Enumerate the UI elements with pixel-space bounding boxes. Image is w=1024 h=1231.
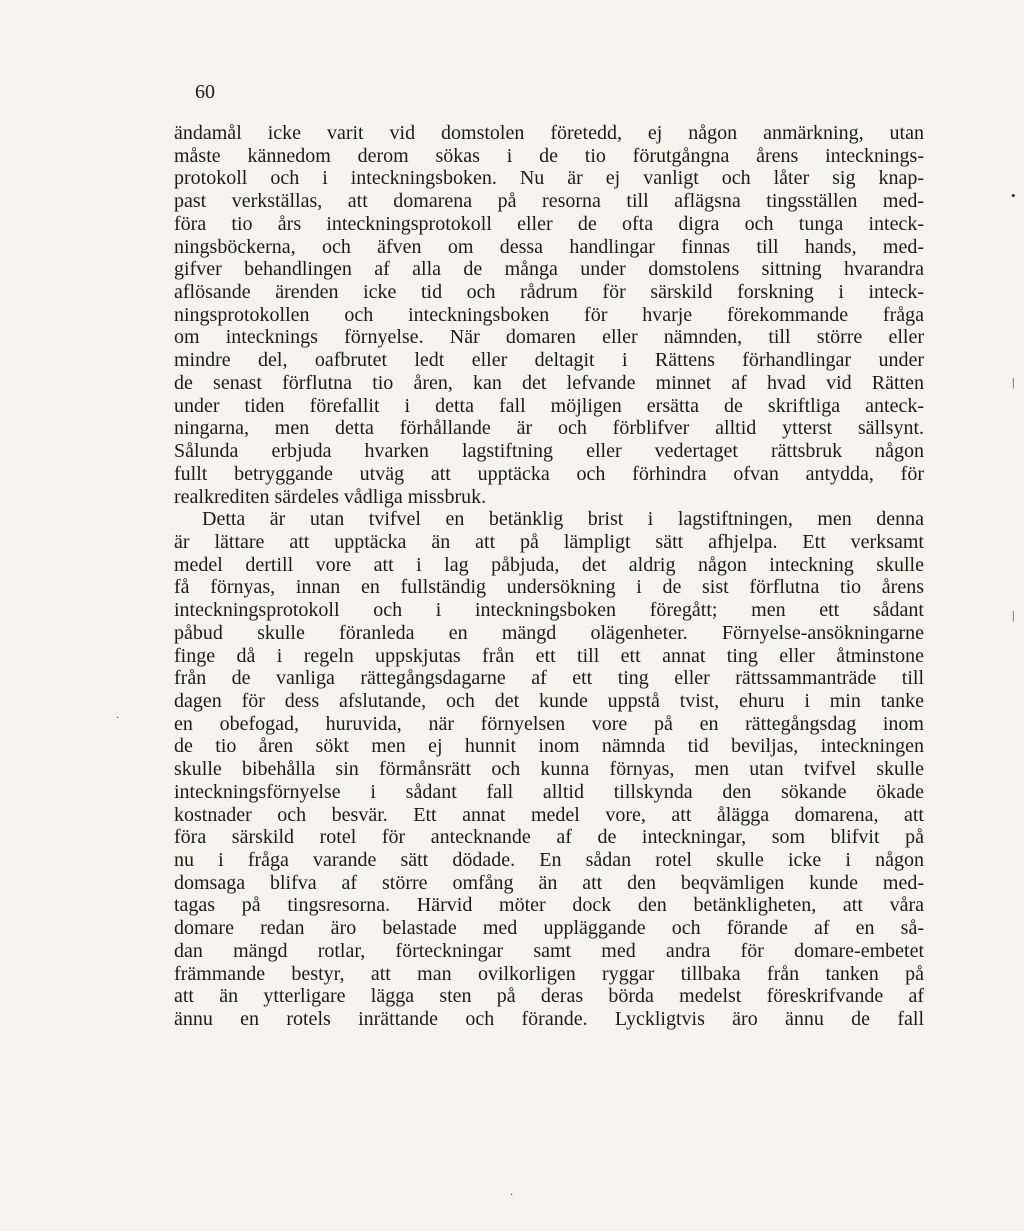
margin-mark: ·	[510, 1190, 514, 1201]
text-line: fullt betryggande utväg att upptäcka och förhindra ofvan antydda, för	[174, 462, 924, 485]
text-line: past verkställas, att domarena på resorna till aflägsna tingsställen med-	[174, 190, 924, 213]
margin-mark: |	[1012, 608, 1015, 622]
text-line: Detta är utan tvifvel en betänklig brist i lagstiftningen, men denna	[202, 508, 924, 531]
text-line: under tiden förefallit i detta fall möjligen ersätta de skriftliga anteck-	[174, 394, 924, 417]
text-line: inteckningsförnyelse i sådant fall alltid tillskynda den sökande ökade	[174, 780, 924, 803]
text-line: domsaga blifva af större omfång än att den beqvämligen kunde med-	[174, 871, 924, 894]
text-line: är lättare att upptäcka än att på lämpligt sätt afhjelpa. Ett verksamt	[174, 530, 924, 553]
text-line: inteckningsprotokoll och i inteckningsboken föregått; men ett sådant	[174, 599, 924, 622]
text-line: protokoll och i inteckningsboken. Nu är ej vanligt och låter sig knap-	[174, 167, 924, 190]
text-line: finge då i regeln uppskjutas från ett till ett annat ting eller åtminstone	[174, 644, 924, 667]
text-line: föra särskild rotel för antecknande af de inteckningar, som blifvit på	[174, 826, 924, 849]
margin-mark: ·	[116, 713, 120, 724]
text-line: ningsböckerna, och äfven om dessa handlingar finnas till hands, med-	[174, 235, 924, 258]
text-line: från de vanliga rättegångsdagarne af ett ting eller rättssammanträde till	[174, 667, 924, 690]
text-line: måste kännedom derom sökas i de tio förutgångna årens intecknings-	[174, 144, 924, 167]
text-line: om intecknings förnyelse. När domaren eller nämnden, till större eller	[174, 326, 924, 349]
text-line: dan mängd rotlar, förteckningar samt med andra för domare-embetet	[174, 939, 924, 962]
text-line: ännu en rotels inrättande och förande. Lyckligtvis äro ännu de fall	[174, 1008, 924, 1031]
text-line: ändamål icke varit vid domstolen företedd, ej någon anmärkning, utan	[174, 122, 924, 144]
text-line: nu i fråga varande sätt dödade. En sådan rotel skulle icke i någon	[174, 849, 924, 871]
text-line: tagas på tingsresorna. Härvid möter dock den betänkligheten, att våra	[174, 894, 924, 917]
text-line: påbud skulle föranleda en mängd olägenheter. Förnyelse-ansökningarne	[174, 621, 924, 644]
margin-mark: |	[1012, 375, 1015, 389]
text-line: Sålunda erbjuda hvarken lagstiftning eller vedertaget rättsbruk någon	[174, 440, 924, 463]
text-line: en obefogad, huruvida, när förnyelsen vore på en rättegångsdag inom	[174, 712, 924, 735]
text-line: mindre del, oafbrutet ledt eller deltagit i Rättens förhandlingar under	[174, 349, 924, 372]
text-line: få förnyas, innan en fullständig undersökning i de sist förflutna tio årens	[174, 576, 924, 599]
body-text	[174, 122, 924, 1031]
text-line: aflösande ärenden icke tid och rådrum för särskild forskning i inteck-	[174, 281, 924, 304]
text-line: att än ytterligare lägga sten på deras börda medelst föreskrifvande af	[174, 985, 924, 1008]
text-line: skulle bibehålla sin förmånsrätt och kunna förnyas, men utan tvifvel skulle	[174, 758, 924, 781]
text-line: dagen för dess afslutande, och det kunde uppstå tvist, ehuru i min tanke	[174, 689, 924, 712]
text-line: de tio åren sökt men ej hunnit inom nämnda tid beviljas, inteckningen	[174, 735, 924, 758]
text-line: realkrediten särdeles vådliga missbruk.	[174, 485, 487, 508]
margin-mark: •	[1011, 188, 1016, 203]
text-line: föra tio års inteckningsprotokoll eller de ofta digra och tunga inteck-	[174, 212, 924, 235]
text-line: ningsprotokollen och inteckningsboken för hvarje förekommande fråga	[174, 303, 924, 326]
text-line: främmande bestyr, att man ovilkorligen ryggar tillbaka från tanken på	[174, 962, 924, 985]
text-line: ningarna, men detta förhållande är och förblifver alltid ytterst sällsynt.	[174, 417, 924, 440]
text-line: gifver behandlingen af alla de många under domstolens sittning hvarandra	[174, 258, 924, 281]
text-line: kostnader och besvär. Ett annat medel vore, att ålägga domarena, att	[174, 803, 924, 826]
page-number: 60	[195, 81, 215, 103]
text-line: medel dertill vore att i lag påbjuda, det aldrig någon inteckning skulle	[174, 553, 924, 576]
text-line: domare redan äro belastade med uppläggande och förande af en så-	[174, 917, 924, 940]
text-line: de senast förflutna tio åren, kan det lefvande minnet af hvad vid Rätten	[174, 371, 924, 394]
